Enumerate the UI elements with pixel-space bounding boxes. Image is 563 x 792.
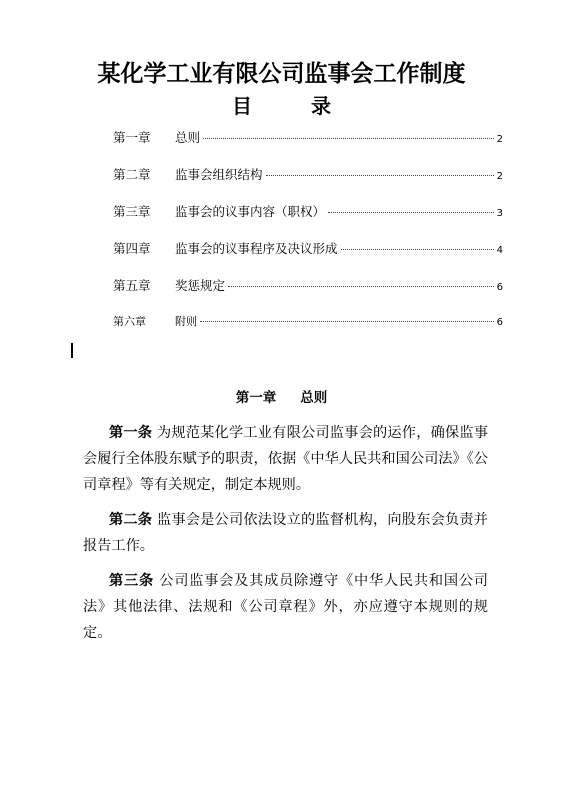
chapter-body: [83, 420, 488, 655]
chapter-number: 第一章: [235, 390, 277, 406]
text-cursor: [71, 343, 73, 358]
toc-chapter-title: 监事会的议事程序及决议形成: [175, 241, 338, 256]
toc-dot-leader: [228, 286, 494, 287]
article-label: 第一条: [109, 425, 153, 441]
toc-chapter-number: 第三章: [113, 204, 151, 219]
toc-chapter-number: 第六章: [113, 315, 146, 328]
article-label: 第三条: [109, 573, 154, 589]
toc-entry-5[interactable]: [113, 276, 503, 313]
article-label: 第二条: [109, 512, 153, 528]
toc-entry-3[interactable]: [113, 202, 503, 239]
toc-page-number: 2: [496, 134, 503, 145]
toc-page-number: 6: [496, 317, 503, 328]
toc-entry-4[interactable]: [113, 239, 503, 276]
toc-dot-leader: [341, 249, 494, 250]
toc-chapter-title: 监事会组织结构: [175, 167, 263, 182]
toc-page-number: 3: [496, 208, 503, 219]
toc-chapter-number: 第五章: [113, 278, 151, 293]
table-of-contents: [113, 128, 503, 343]
toc-dot-leader: [203, 138, 494, 139]
toc-chapter-title: 奖惩规定: [175, 278, 226, 293]
toc-heading: 目 录: [232, 94, 357, 118]
chapter-heading: [0, 386, 563, 406]
toc-chapter-number: 第一章: [113, 130, 151, 145]
article-paragraph: [83, 507, 488, 559]
document-title: 某化学工业有限公司监事会工作制度: [97, 60, 466, 87]
toc-entry-1[interactable]: [113, 128, 503, 165]
toc-chapter-number: 第二章: [113, 167, 151, 182]
toc-chapter-title: 总则: [175, 130, 201, 145]
toc-chapter-title: 附则: [175, 315, 197, 328]
toc-dot-leader: [266, 175, 494, 176]
toc-page-number: 4: [496, 245, 503, 256]
article-text: 为规范某化学工业有限公司监事会的运作，确保监事会履行全体股东赋予的职责，依据《中华人民共和国公司法》《公司章程》等有关规定，制定本规则。: [83, 425, 488, 493]
toc-dot-leader: [200, 321, 494, 322]
toc-chapter-title: 监事会的议事内容（职权）: [175, 204, 326, 219]
toc-page-number: 2: [496, 171, 503, 182]
toc-entry-6[interactable]: [113, 313, 503, 343]
article-text: 公司监事会及其成员除遵守《中华人民共和国公司法》其他法律、法规和《公司章程》外，亦应遵守本规则的规定。: [83, 573, 488, 641]
article-paragraph: [83, 420, 488, 498]
toc-page-number: 6: [496, 282, 503, 293]
article-text: 监事会是公司依法设立的监督机构，向股东会负责并报告工作。: [83, 512, 488, 554]
article-paragraph: [83, 568, 488, 646]
toc-dot-leader: [328, 212, 494, 213]
chapter-name: 总则: [300, 390, 328, 406]
toc-chapter-number: 第四章: [113, 241, 151, 256]
toc-entry-2[interactable]: [113, 165, 503, 202]
